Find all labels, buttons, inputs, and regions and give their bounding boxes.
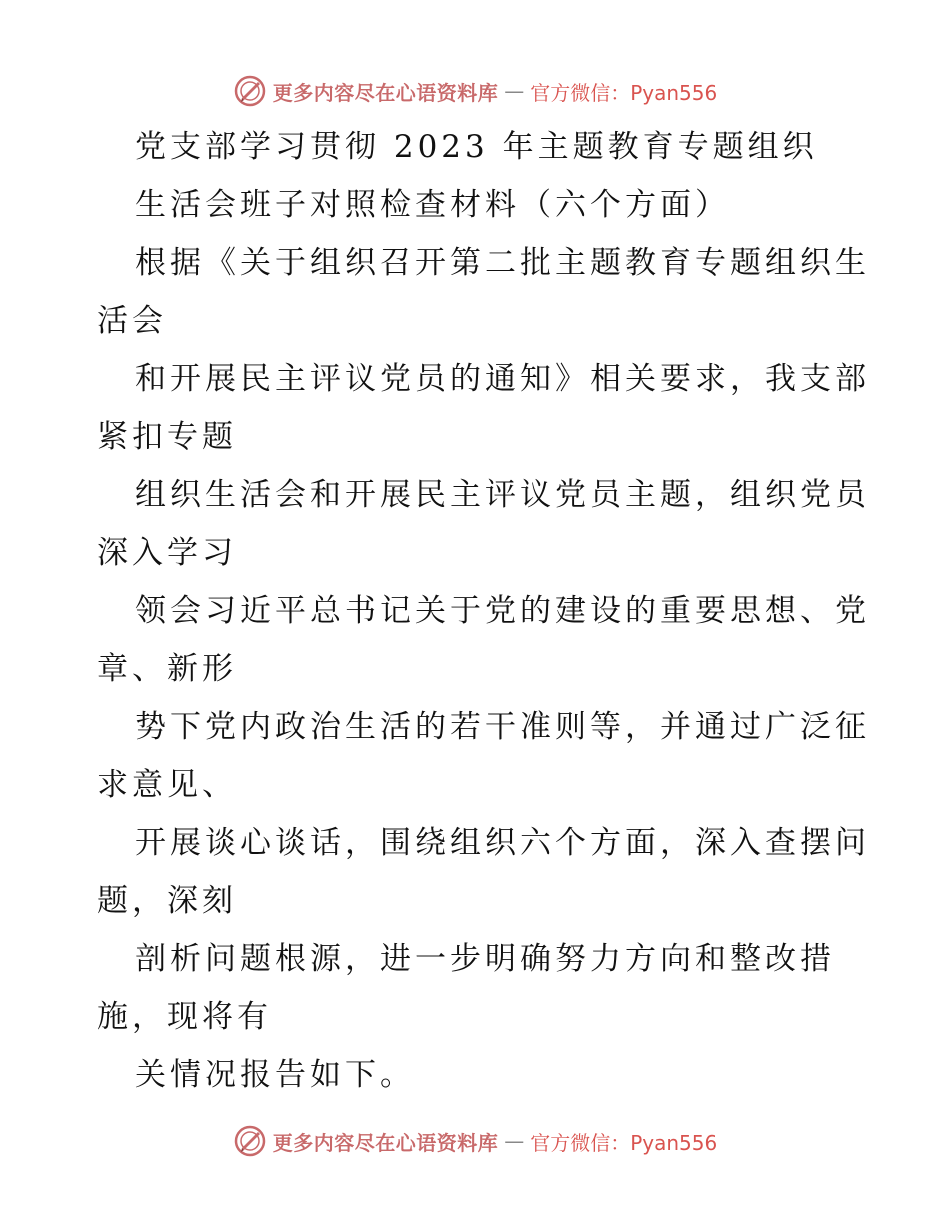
footer-banner <box>0 1121 950 1161</box>
paragraph-line: 领会习近平总书记关于党的建设的重要思想、党 <box>135 593 870 629</box>
document-title-line-1: 党支部学习贯彻 2023 年主题教育专题组织 <box>135 129 818 165</box>
paragraph-line: 章、新形 <box>97 651 237 687</box>
paragraph-line: 深入学习 <box>97 535 237 571</box>
paragraph-line: 开展谈心谈话，围绕组织六个方面，深入查摆问 <box>135 825 870 861</box>
paragraph-line: 求意见、 <box>97 767 237 803</box>
banner-wechat: 官方微信：Pyan556 <box>530 1130 718 1155</box>
paragraph-line: 紧扣专题 <box>97 419 237 455</box>
document-title-line-2: 生活会班子对照检查材料（六个方面） <box>135 187 730 223</box>
paragraph-line: 根据《关于组织召开第二批主题教育专题组织生 <box>135 245 870 281</box>
paragraph-line: 势下党内政治生活的若干准则等，并通过广泛征 <box>135 709 870 745</box>
banner-dash: — <box>504 79 525 103</box>
banner-tagline: 更多内容尽在心语资料库 <box>272 1130 499 1155</box>
paragraph-line: 组织生活会和开展民主评议党员主题，组织党员 <box>135 477 870 513</box>
banner-wechat: 官方微信：Pyan556 <box>530 80 718 105</box>
banner-tagline: 更多内容尽在心语资料库 <box>272 80 499 105</box>
paragraph-line: 施，现将有 <box>97 999 272 1035</box>
header-banner <box>0 71 950 111</box>
seal-logo-icon <box>233 74 267 108</box>
seal-logo-icon <box>233 1124 267 1158</box>
paragraph-line: 关情况报告如下。 <box>135 1057 415 1093</box>
paragraph-line: 剖析问题根源，进一步明确努力方向和整改措 <box>135 941 835 977</box>
paragraph-line: 活会 <box>97 303 167 339</box>
paragraph-line: 题，深刻 <box>97 883 237 919</box>
paragraph-line: 和开展民主评议党员的通知》相关要求，我支部 <box>135 361 870 397</box>
banner-dash: — <box>504 1129 525 1153</box>
